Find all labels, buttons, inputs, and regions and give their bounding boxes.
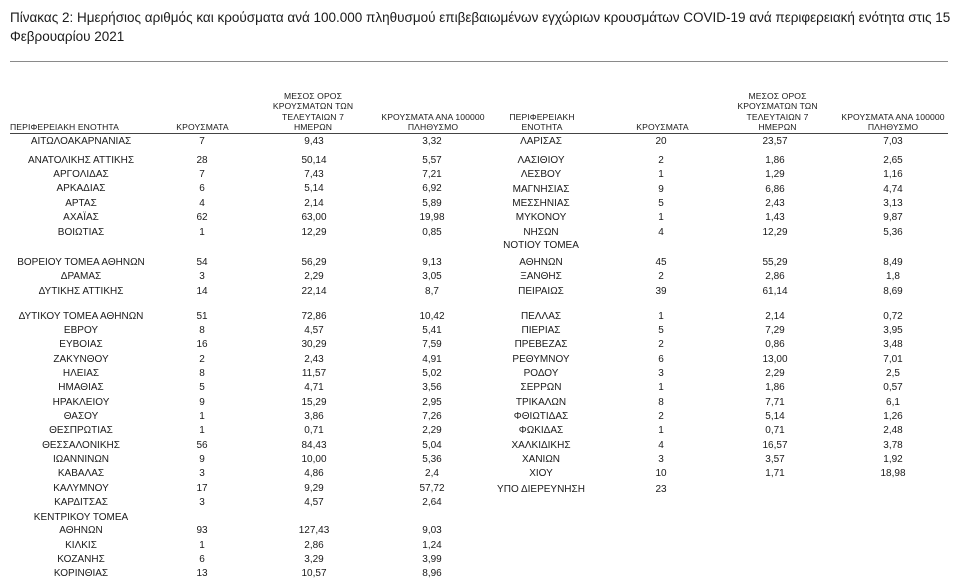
left-cell-region: ΒΟΡΕΙΟΥ ΤΟΜΕΑ ΑΘΗΝΩΝ	[17, 257, 145, 268]
right-cell-region: ΜΥΚΟΝΟΥ	[515, 212, 567, 223]
left-cell-region: ΑΧΑΪΑΣ	[63, 212, 99, 223]
right-cell-avg7: 13,00	[762, 354, 788, 365]
right-cell-cases: 8	[658, 397, 664, 408]
left-cell-avg7: 50,14	[301, 155, 327, 166]
right-cell-region: ΧΙΟΥ	[529, 468, 553, 479]
right-cell-region: ΝΗΣΩΝ	[523, 227, 559, 238]
right-cell-cases: 3	[658, 368, 664, 379]
right-cell-cases: 45	[655, 257, 667, 268]
left-cell-avg7: 10,00	[301, 454, 327, 465]
table-caption: Πίνακας 2: Ημερήσιος αριθμός και κρούσματα ανά 100.000 πληθυσμού επιβεβαιωμένων εγχώριων κρουσμάτων COVID-19 ανά περιφερειακή ενότητα στις 15 Φεβρουαρίου 2021	[10, 10, 951, 44]
left-cell-avg7: 30,29	[301, 339, 327, 350]
left-cell-region: ΔΡΑΜΑΣ	[60, 271, 102, 282]
left-cell-cases: 1	[199, 425, 205, 436]
right-cell-region: ΡΕΘΥΜΝΟΥ	[512, 354, 570, 365]
left-cell-avg7: 72,86	[301, 311, 327, 322]
right-cell-region: ΦΩΚΙΔΑΣ	[518, 425, 564, 436]
left-cell-region: ΖΑΚΥΝΘΟΥ	[53, 354, 109, 365]
left-cell-avg7: 15,29	[301, 397, 327, 408]
left-cell-avg7: 2,43	[304, 354, 324, 365]
left-cell-avg7: 84,43	[301, 440, 327, 451]
left-cell-cases: 7	[199, 169, 205, 180]
right-cell-avg7: 7,71	[765, 397, 785, 408]
left-cell-cases: 3	[199, 468, 205, 479]
left-cell-per100k: 57,72	[419, 483, 445, 494]
left-cell-cases: 54	[196, 257, 208, 268]
right-cell-avg7: 7,29	[765, 325, 785, 336]
left-cell-per100k: 9,13	[422, 257, 442, 268]
left-cell-region: ΘΕΣΠΡΩΤΙΑΣ	[49, 425, 113, 436]
right-cell-cases: 2	[658, 411, 664, 422]
left-cell-cases: 1	[199, 411, 205, 422]
right-cell-per100k: 3,13	[883, 198, 903, 209]
left-cell-cases: 5	[199, 382, 205, 393]
left-cell-per100k: 9,03	[422, 525, 442, 536]
left-cell-region: ΒΟΙΩΤΙΑΣ	[57, 227, 105, 238]
right-cell-avg7: 2,86	[765, 271, 785, 282]
left-cell-region: ΔΥΤΙΚΗΣ ΑΤΤΙΚΗΣ	[38, 286, 124, 297]
right-cell-region: ΜΑΓΝΗΣΙΑΣ	[512, 184, 570, 195]
right-cell-cases: 23	[655, 484, 667, 495]
left-cell-cases: 8	[199, 325, 205, 336]
left-cell-avg7: 5,14	[304, 183, 324, 194]
right-cell-cases: 2	[658, 339, 664, 350]
left-cell-cases: 7	[199, 136, 205, 147]
right-cell-cases: 1	[658, 382, 664, 393]
left-cell-avg7: 4,71	[304, 382, 324, 393]
left-cell-region: ΕΒΡΟΥ	[63, 325, 99, 336]
left-cell-per100k: 7,59	[422, 339, 442, 350]
right-cell-per100k: 3,95	[883, 325, 903, 336]
left-cell-cases: 93	[196, 525, 208, 536]
right-cell-cases: 2	[658, 271, 664, 282]
left-cell-cases: 2	[199, 354, 205, 365]
left-cell-cases: 8	[199, 368, 205, 379]
right-cell-cases: 1	[658, 425, 664, 436]
left-cell-per100k: 5,57	[422, 155, 442, 166]
left-cell-cases: 13	[196, 568, 208, 579]
left-cell-avg7: 22,14	[301, 286, 327, 297]
right-cell-avg7: 0,86	[765, 339, 785, 350]
left-cell-avg7: 7,43	[304, 169, 324, 180]
left-cell-per100k: 2,29	[422, 425, 442, 436]
header-right-avg7: ΜΕΣΟΣ ΟΡΟΣ ΚΡΟΥΣΜΑΤΩΝ ΤΩΝ ΤΕΛΕΥΤΑΙΩΝ 7 ΗΜΕΡΩΝ	[737, 90, 818, 133]
left-cell-cases: 1	[199, 227, 205, 238]
right-cell-avg7: 23,57	[762, 136, 788, 147]
left-cell-per100k: 0,85	[422, 227, 442, 238]
right-cell-region: ΛΑΣΙΘΙΟΥ	[517, 155, 565, 166]
right-cell-cases: 2	[658, 155, 664, 166]
left-cell-per100k: 3,56	[422, 382, 442, 393]
right-cell-avg7: 2,14	[765, 311, 785, 322]
left-cell-per100k: 7,26	[422, 411, 442, 422]
left-cell-cases: 51	[196, 311, 208, 322]
right-cell-region: ΝΟΤΙΟΥ ΤΟΜΕΑ	[503, 240, 579, 251]
right-cell-region: ΡΟΔΟΥ	[523, 368, 559, 379]
right-cell-region: ΥΠΟ ΔΙΕΡΕΥΝΗΣΗ	[497, 484, 585, 495]
left-cell-cases: 6	[199, 183, 205, 194]
left-cell-cases: 17	[196, 483, 208, 494]
left-cell-region: ΑΡΚΑΔΙΑΣ	[56, 183, 106, 194]
left-cell-cases: 62	[196, 212, 208, 223]
right-cell-cases: 20	[655, 136, 667, 147]
left-cell-avg7: 9,29	[304, 483, 324, 494]
right-cell-per100k: 4,74	[883, 184, 903, 195]
left-cell-region: ΙΩΑΝΝΙΝΩΝ	[52, 454, 110, 465]
left-cell-avg7: 3,86	[304, 411, 324, 422]
right-cell-per100k: 9,87	[883, 212, 903, 223]
left-cell-cases: 16	[196, 339, 208, 350]
left-cell-per100k: 2,95	[422, 397, 442, 408]
right-cell-cases: 5	[658, 325, 664, 336]
right-cell-per100k: 2,5	[886, 368, 900, 379]
left-cell-region: ΗΜΑΘΙΑΣ	[58, 382, 104, 393]
right-cell-per100k: 8,69	[883, 286, 903, 297]
right-cell-cases: 5	[658, 198, 664, 209]
left-cell-avg7: 3,29	[304, 554, 324, 565]
header-left-cases: ΚΡΟΥΣΜΑΤΑ	[176, 122, 229, 133]
right-cell-avg7: 55,29	[762, 257, 788, 268]
left-cell-cases: 56	[196, 440, 208, 451]
left-cell-avg7: 4,86	[304, 468, 324, 479]
right-cell-cases: 1	[658, 169, 664, 180]
left-cell-avg7: 56,29	[301, 257, 327, 268]
right-cell-region: ΛΑΡΙΣΑΣ	[520, 136, 562, 147]
header-right-cases: ΚΡΟΥΣΜΑΤΑ	[636, 122, 689, 133]
left-cell-per100k: 19,98	[419, 212, 445, 223]
left-cell-cases: 9	[199, 397, 205, 408]
left-cell-per100k: 5,89	[422, 198, 442, 209]
left-cell-region: ΕΥΒΟΙΑΣ	[59, 339, 103, 350]
left-cell-cases: 6	[199, 554, 205, 565]
left-cell-per100k: 3,32	[422, 136, 442, 147]
left-cell-avg7: 2,86	[304, 540, 324, 551]
left-cell-region: ΘΕΣΣΑΛΟΝΙΚΗΣ	[42, 440, 120, 451]
left-cell-cases: 28	[196, 155, 208, 166]
right-cell-avg7: 16,57	[762, 440, 788, 451]
right-cell-per100k: 8,49	[883, 257, 903, 268]
right-cell-per100k: 3,78	[883, 440, 903, 451]
left-cell-region: ΘΑΣΟΥ	[63, 411, 99, 422]
right-cell-avg7: 3,57	[765, 454, 785, 465]
right-cell-region: ΤΡΙΚΑΛΩΝ	[515, 397, 567, 408]
right-cell-per100k: 0,57	[883, 382, 903, 393]
left-cell-per100k: 3,99	[422, 554, 442, 565]
left-cell-region: ΚΕΝΤΡΙΚΟΥ ΤΟΜΕΑ	[33, 512, 129, 523]
right-cell-cases: 1	[658, 311, 664, 322]
right-cell-region: ΞΑΝΘΗΣ	[520, 271, 562, 282]
right-cell-avg7: 2,43	[765, 198, 785, 209]
left-cell-per100k: 1,24	[422, 540, 442, 551]
right-cell-per100k: 0,72	[883, 311, 903, 322]
right-cell-avg7: 1,43	[765, 212, 785, 223]
left-cell-region: ΗΡΑΚΛΕΙΟΥ	[52, 397, 110, 408]
right-cell-region: ΧΑΛΚΙΔΙΚΗΣ	[511, 440, 571, 451]
right-cell-per100k: 18,98	[880, 468, 906, 479]
right-cell-avg7: 0,71	[765, 425, 785, 436]
right-cell-region: ΦΘΙΩΤΙΔΑΣ	[513, 411, 569, 422]
left-cell-avg7: 10,57	[301, 568, 327, 579]
right-cell-per100k: 7,03	[883, 136, 903, 147]
right-cell-cases: 4	[658, 227, 664, 238]
left-cell-cases: 9	[199, 454, 205, 465]
right-cell-region: ΠΙΕΡΙΑΣ	[521, 325, 561, 336]
left-cell-region: ΑΡΓΟΛΙΔΑΣ	[53, 169, 109, 180]
header-right-region: ΠΕΡΙΦΕΡΕΙΑΚΗ ΕΝΟΤΗΤΑ	[509, 111, 575, 133]
left-cell-avg7: 0,71	[304, 425, 324, 436]
right-cell-cases: 4	[658, 440, 664, 451]
right-cell-cases: 6	[658, 354, 664, 365]
right-cell-avg7: 61,14	[762, 286, 788, 297]
left-cell-cases: 3	[199, 271, 205, 282]
left-cell-per100k: 5,02	[422, 368, 442, 379]
header-right-per100k: ΚΡΟΥΣΜΑΤΑ ΑΝΑ 100000 ΠΛΗΘΥΣΜΟ	[841, 111, 945, 133]
header-left-avg7: ΜΕΣΟΣ ΟΡΟΣ ΚΡΟΥΣΜΑΤΩΝ ΤΩΝ ΤΕΛΕΥΤΑΙΩΝ 7 ΗΜΕΡΩΝ	[272, 90, 354, 133]
left-cell-region: ΗΛΕΙΑΣ	[62, 368, 100, 379]
right-cell-per100k: 2,48	[883, 425, 903, 436]
right-cell-per100k: 1,92	[883, 454, 903, 465]
right-cell-region: ΜΕΣΣΗΝΙΑΣ	[512, 198, 570, 209]
left-cell-avg7: 127,43	[298, 525, 330, 536]
left-cell-avg7: 4,57	[304, 325, 324, 336]
right-cell-cases: 3	[658, 454, 664, 465]
right-cell-region: ΠΡΕΒΕΖΑΣ	[514, 339, 568, 350]
left-cell-region: ΚΟΖΑΝΗΣ	[57, 554, 105, 565]
right-cell-per100k: 1,16	[883, 169, 903, 180]
left-cell-avg7: 2,29	[304, 271, 324, 282]
left-cell-avg7: 4,57	[304, 497, 324, 508]
right-cell-per100k: 7,01	[883, 354, 903, 365]
left-cell-per100k: 5,36	[422, 454, 442, 465]
right-cell-per100k: 2,65	[883, 155, 903, 166]
right-cell-avg7: 5,14	[765, 411, 785, 422]
left-cell-per100k: 2,4	[425, 468, 439, 479]
right-cell-per100k: 5,36	[883, 227, 903, 238]
right-cell-region: ΠΕΛΛΑΣ	[520, 311, 562, 322]
left-cell-per100k: 5,04	[422, 440, 442, 451]
left-cell-region: ΚΟΡΙΝΘΙΑΣ	[53, 568, 109, 579]
right-cell-per100k: 6,1	[886, 397, 900, 408]
right-cell-cases: 9	[658, 184, 664, 195]
right-cell-per100k: 1,26	[883, 411, 903, 422]
left-cell-region: ΚΑΒΑΛΑΣ	[57, 468, 105, 479]
left-cell-cases: 4	[199, 198, 205, 209]
right-cell-avg7: 12,29	[762, 227, 788, 238]
right-cell-avg7: 2,29	[765, 368, 785, 379]
left-cell-region: ΚΑΛΥΜΝΟΥ	[53, 483, 109, 494]
left-cell-region: ΑΡΤΑΣ	[65, 198, 97, 209]
left-cell-region: ΑΝΑΤΟΛΙΚΗΣ ΑΤΤΙΚΗΣ	[27, 155, 135, 166]
left-cell-region: ΔΥΤΙΚΟΥ ΤΟΜΕΑ ΑΘΗΝΩΝ	[18, 311, 144, 322]
left-cell-avg7: 2,14	[304, 198, 324, 209]
left-cell-region: ΑΙΤΩΛΟΑΚΑΡΝΑΝΙΑΣ	[30, 136, 132, 147]
right-cell-per100k: 3,48	[883, 339, 903, 350]
right-cell-cases: 1	[658, 212, 664, 223]
header-left-region: ΠΕΡΙΦΕΡΕΙΑΚΗ ΕΝΟΤΗΤΑ	[10, 122, 119, 133]
left-cell-avg7: 12,29	[301, 227, 327, 238]
right-cell-region: ΠΕΙΡΑΙΩΣ	[518, 286, 564, 297]
left-cell-cases: 1	[199, 540, 205, 551]
left-cell-per100k: 8,96	[422, 568, 442, 579]
left-cell-avg7: 63,00	[301, 212, 327, 223]
left-cell-per100k: 8,7	[425, 286, 439, 297]
left-cell-per100k: 7,21	[422, 169, 442, 180]
right-cell-avg7: 6,86	[765, 184, 785, 195]
left-cell-per100k: 2,64	[422, 497, 442, 508]
right-cell-cases: 10	[655, 468, 667, 479]
right-cell-avg7: 1,86	[765, 382, 785, 393]
right-cell-region: ΑΘΗΝΩΝ	[519, 257, 563, 268]
left-cell-per100k: 3,05	[422, 271, 442, 282]
right-cell-cases: 39	[655, 286, 667, 297]
left-cell-region: ΚΙΛΚΙΣ	[65, 540, 97, 551]
left-cell-region: ΑΘΗΝΩΝ	[59, 525, 103, 536]
left-cell-region: ΚΑΡΔΙΤΣΑΣ	[54, 497, 108, 508]
left-cell-per100k: 10,42	[419, 311, 445, 322]
right-cell-region: ΣΕΡΡΩΝ	[520, 382, 562, 393]
right-cell-avg7: 1,86	[765, 155, 785, 166]
right-cell-avg7: 1,29	[765, 169, 785, 180]
left-cell-cases: 3	[199, 497, 205, 508]
left-cell-per100k: 5,41	[422, 325, 442, 336]
left-cell-per100k: 4,91	[422, 354, 442, 365]
right-cell-avg7: 1,71	[765, 468, 785, 479]
left-cell-cases: 14	[196, 286, 208, 297]
left-cell-avg7: 9,43	[304, 136, 324, 147]
right-cell-region: ΧΑΝΙΩΝ	[521, 454, 561, 465]
left-cell-per100k: 6,92	[422, 183, 442, 194]
right-cell-per100k: 1,8	[886, 271, 900, 282]
right-cell-region: ΛΕΣΒΟΥ	[520, 169, 562, 180]
left-cell-avg7: 11,57	[301, 368, 327, 379]
header-left-per100k: ΚΡΟΥΣΜΑΤΑ ΑΝΑ 100000 ΠΛΗΘΥΣΜΟ	[381, 111, 485, 133]
